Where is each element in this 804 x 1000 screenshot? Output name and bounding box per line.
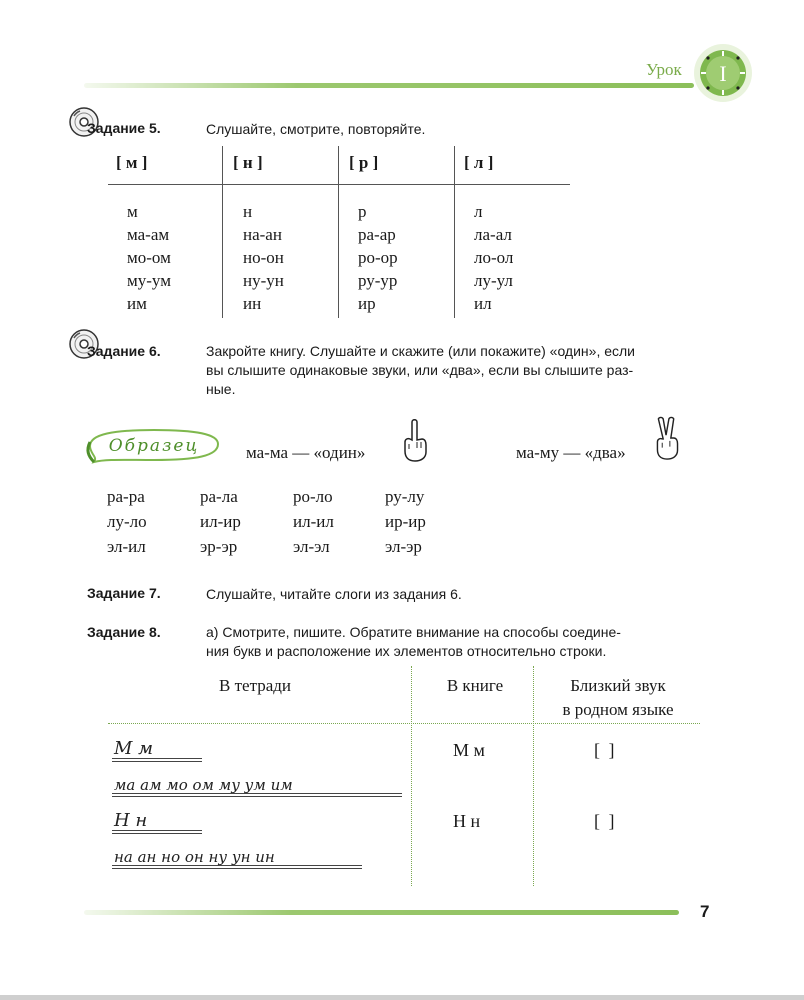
syllable-pair: ру-лу	[385, 487, 425, 506]
task6-instruction	[206, 342, 726, 399]
sound-answer-blank[interactable]: [ ]	[594, 740, 617, 760]
t5-col-head-r: [ р ]	[349, 153, 379, 172]
one-finger-hand-icon	[400, 418, 430, 462]
t5-col-head-n: [ н ]	[233, 153, 263, 172]
cursive-syllables: на ан но он ну ун ин	[114, 848, 275, 866]
t8-col-divider	[411, 666, 412, 886]
syllable-pair: эр-эр	[200, 537, 238, 556]
t5-col-head-l: [ л ]	[464, 153, 494, 172]
task6-title: Задание 6.	[87, 343, 161, 359]
page-bottom-band	[0, 995, 804, 1000]
t8-header-sound-line: в родном языке	[562, 700, 674, 719]
t8-header-divider	[108, 723, 700, 724]
syllable-column	[293, 484, 334, 559]
t5-cell: л	[474, 202, 483, 221]
sample-label: Образец	[108, 436, 200, 456]
t5-cell: ин	[243, 294, 262, 313]
task8-title: Задание 8.	[87, 624, 161, 640]
sample-one-text: ма-ма — «один»	[246, 443, 366, 462]
print-letters: М м	[453, 740, 485, 760]
task7-title: Задание 7.	[87, 585, 161, 601]
syllable-column	[200, 484, 241, 559]
t5-cell: ну-ун	[243, 271, 284, 290]
syllable-pair: ил-ир	[200, 512, 241, 531]
footer-rule	[84, 910, 679, 915]
t5-cell: р	[358, 202, 367, 221]
writing-line	[112, 793, 402, 797]
t5-cell: ра-ар	[358, 225, 396, 244]
t5-column-l	[474, 200, 513, 315]
task7-instruction: Слушайте, читайте слоги из задания 6.	[206, 586, 462, 602]
syllable-pair: эл-эр	[385, 537, 422, 556]
two-fingers-hand-icon	[652, 416, 682, 460]
syllable-pair: лу-ло	[107, 512, 147, 531]
cursive-letters: М м	[114, 738, 154, 759]
syllable-pair: ра-ра	[107, 487, 145, 506]
t8-header-sound	[538, 674, 698, 722]
lesson-clock-icon	[692, 42, 754, 104]
syllable-pair: эл-эл	[293, 537, 330, 556]
t8-header-sound-line: Близкий звук	[570, 676, 666, 695]
sample-badge	[84, 426, 224, 466]
task6-instruction-line: вы слышите одинаковые звуки, или «два», если вы слышите раз-	[206, 362, 634, 378]
sample-two-text: ма-му — «два»	[516, 443, 626, 462]
t5-cell: но-он	[243, 248, 284, 267]
t5-col-divider	[222, 146, 223, 318]
t5-cell: ла-ал	[474, 225, 512, 244]
cursive-syllables: ма ам мо ом му ум им	[114, 776, 293, 794]
t5-column-m	[127, 200, 171, 315]
lesson-numeral: I	[719, 61, 727, 86]
writing-line	[112, 830, 202, 834]
t5-cell: лу-ул	[474, 271, 513, 290]
t5-cell: им	[127, 294, 147, 313]
task6-instruction-line: ные.	[206, 381, 236, 397]
t5-col-divider	[454, 146, 455, 318]
task5-title: Задание 5.	[87, 120, 161, 136]
t8-col-divider	[533, 666, 534, 886]
t8-header-notebook: В тетради	[219, 676, 291, 695]
syllable-pair: эл-ил	[107, 537, 146, 556]
syllable-column	[107, 484, 147, 559]
syllable-pair: ра-ла	[200, 487, 238, 506]
sound-answer-blank[interactable]: [ ]	[594, 811, 617, 831]
lesson-label: Урок	[646, 60, 682, 79]
t5-cell: ру-ур	[358, 271, 398, 290]
task8-instruction-line: а) Смотрите, пишите. Обратите внимание на способы соедине-	[206, 624, 621, 640]
t5-cell: мо-ом	[127, 248, 171, 267]
t5-cell: на-ан	[243, 225, 282, 244]
t5-cell: н	[243, 202, 253, 221]
syllable-pair: ир-ир	[385, 512, 426, 531]
t8-header-book: В книге	[446, 676, 504, 695]
task5-instruction: Слушайте, смотрите, повторяйте.	[206, 121, 426, 137]
t5-cell: м	[127, 202, 138, 221]
t5-cell: му-ум	[127, 271, 171, 290]
task6-instruction-line: Закройте книгу. Слушайте и скажите (или покажите) «один», если	[206, 343, 635, 359]
syllable-pair: ро-ло	[293, 487, 333, 506]
page-number: 7	[700, 902, 710, 921]
task8-instruction	[206, 623, 726, 661]
writing-line	[112, 865, 362, 869]
t5-cell: ро-ор	[358, 248, 398, 267]
t5-header-rule	[108, 184, 570, 185]
t5-cell: ма-ам	[127, 225, 170, 244]
t5-column-n	[243, 200, 284, 315]
task8-instruction-line: ния букв и расположение их элементов относительно строки.	[206, 643, 607, 659]
t5-cell: ил	[474, 294, 492, 313]
syllable-pair: ил-ил	[293, 512, 334, 531]
cursive-letters: Н н	[114, 810, 148, 831]
syllable-column	[385, 484, 426, 559]
t5-cell: ир	[358, 294, 376, 313]
header-rule	[84, 83, 694, 88]
print-letters: Н н	[453, 811, 481, 831]
t5-cell: ло-ол	[474, 248, 514, 267]
t5-column-r	[358, 200, 398, 315]
t5-col-divider	[338, 146, 339, 318]
t5-col-head-m: [ м ]	[116, 153, 148, 172]
writing-line	[112, 758, 202, 762]
